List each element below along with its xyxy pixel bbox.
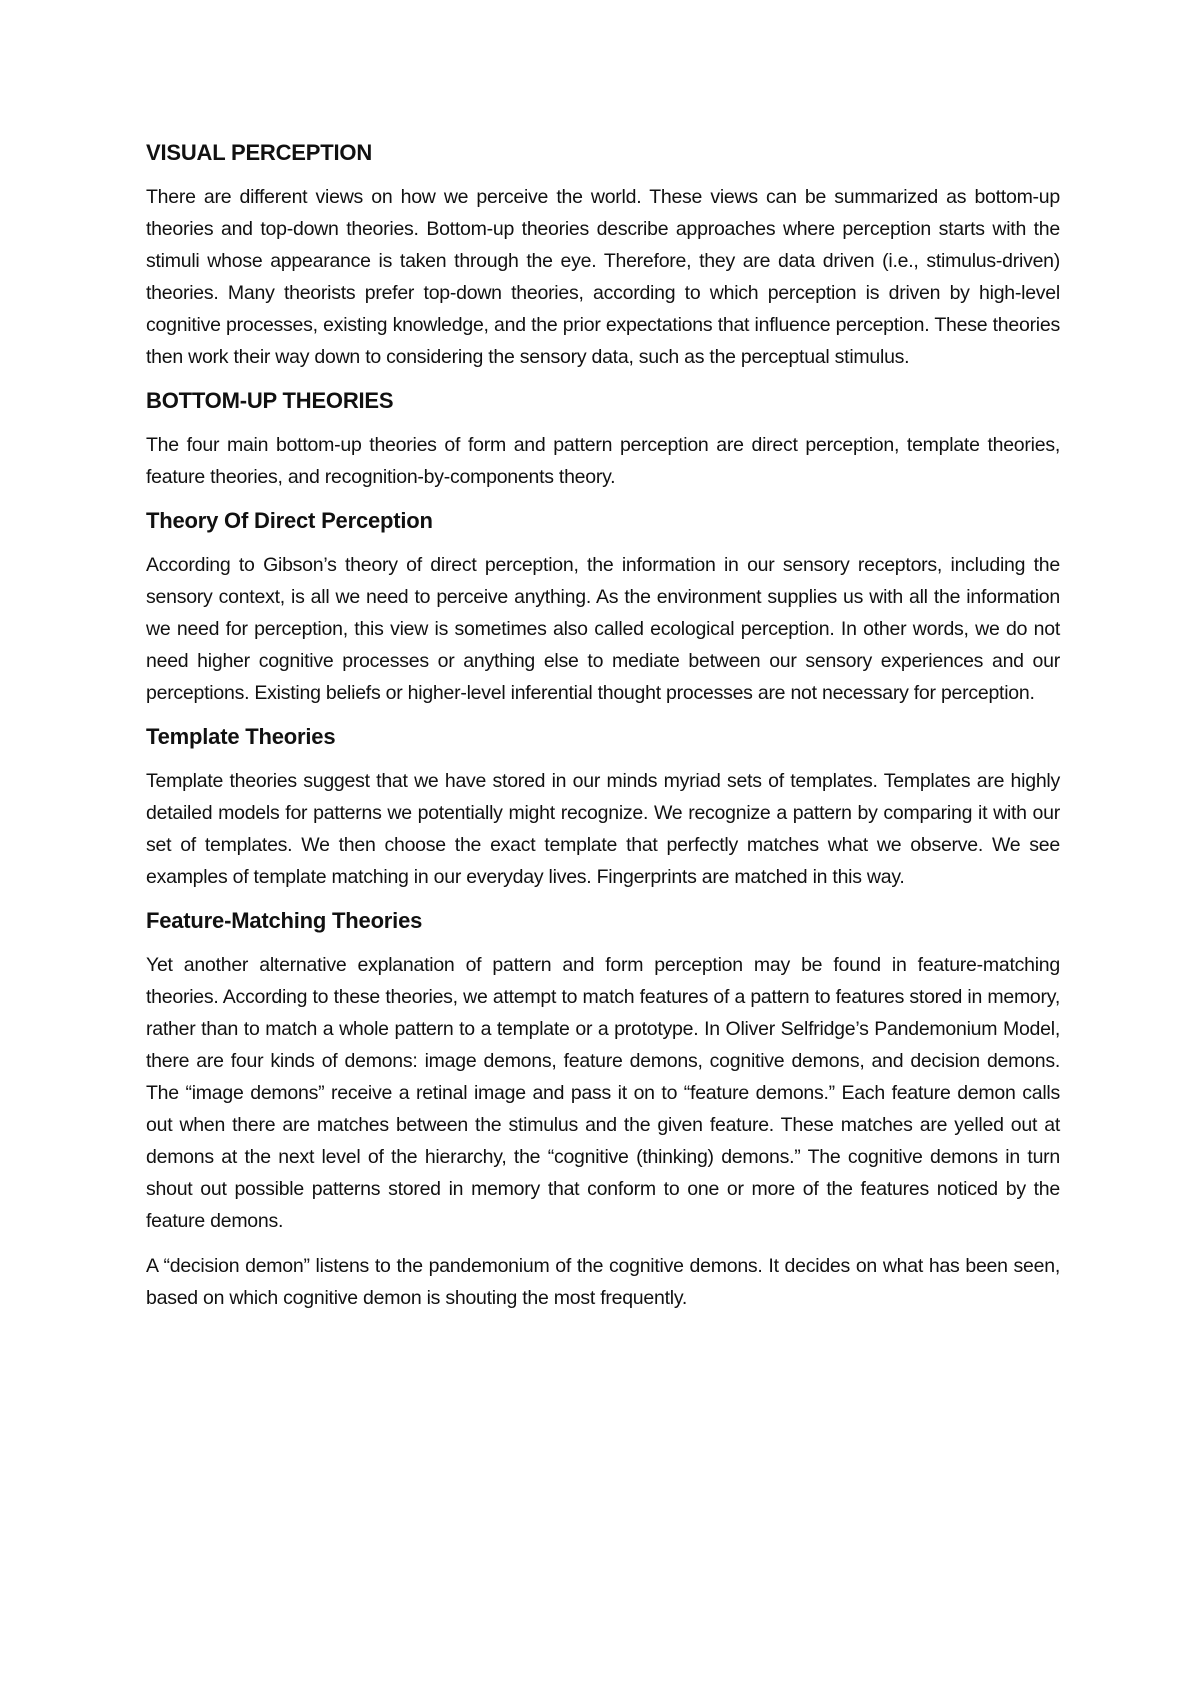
document-title: VISUAL PERCEPTION [146,140,373,165]
document-page [146,138,1060,1327]
template-theories-heading: Template Theories [146,724,336,749]
direct-perception-heading: Theory Of Direct Perception [146,508,433,533]
bottom-up-paragraph: The four main bottom-up theories of form and pattern perception are direct perception, template theories, feature theories, and recognition-by-components theory. [146,434,1060,488]
feature-matching-paragraph-2: A “decision demon” listens to the pandemonium of the cognitive demons. It decides on what has been seen, based on which cognitive demon is shouting the most frequently. [146,1255,1060,1309]
template-theories-paragraph: Template theories suggest that we have stored in our minds myriad sets of templates. Templates are highly detailed models for patterns we potentially might recognize. We recognize a pattern by comparing it with our set of templates. We then choose the exact template that perfectly matches what we observe. We see examples of template matching in our everyday lives. Fingerprints are matched in this way. [146,770,1060,888]
feature-matching-paragraph-1: Yet another alternative explanation of pattern and form perception may be found in feature-matching theories. According to these theories, we attempt to match features of a pattern to features stored in memory, rather than to match a whole pattern to a template or a prototype. In Oliver Selfridge’s Pandemonium Model, there are four kinds of demons: image demons, feature demons, cognitive demons, and decision demons. The “image demons” receive a retinal image and pass it on to “feature demons.” Each feature demon calls out when there are matches between the stimulus and the given feature. These matches are yelled out at demons at the next level of the hierarchy, the “cognitive (thinking) demons.” The cognitive demons in turn shout out possible patterns stored in memory that conform to one or more of the features noticed by the feature demons. [146,954,1060,1232]
intro-paragraph: There are different views on how we perceive the world. These views can be summarized as bottom-up theories and top-down theories. Bottom-up theories describe approaches where perception starts with the stimuli whose appearance is taken through the eye. Therefore, they are data driven (i.e., stimulus-driven) theories. Many theorists prefer top-down theories, according to which perception is driven by high-level cognitive processes, existing knowledge, and the prior expectations that influence perception. These theories then work their way down to considering the sensory data, such as the perceptual stimulus. [146,186,1060,368]
direct-perception-paragraph: According to Gibson’s theory of direct perception, the information in our sensory receptors, including the sensory context, is all we need to perceive anything. As the environment supplies us with all the information we need for perception, this view is sometimes also called ecological perception. In other words, we do not need higher cognitive processes or anything else to mediate between our sensory experiences and our perceptions. Existing beliefs or higher-level inferential thought processes are not necessary for perception. [146,554,1060,704]
bottom-up-heading: BOTTOM-UP THEORIES [146,388,394,413]
feature-matching-heading: Feature-Matching Theories [146,908,423,933]
